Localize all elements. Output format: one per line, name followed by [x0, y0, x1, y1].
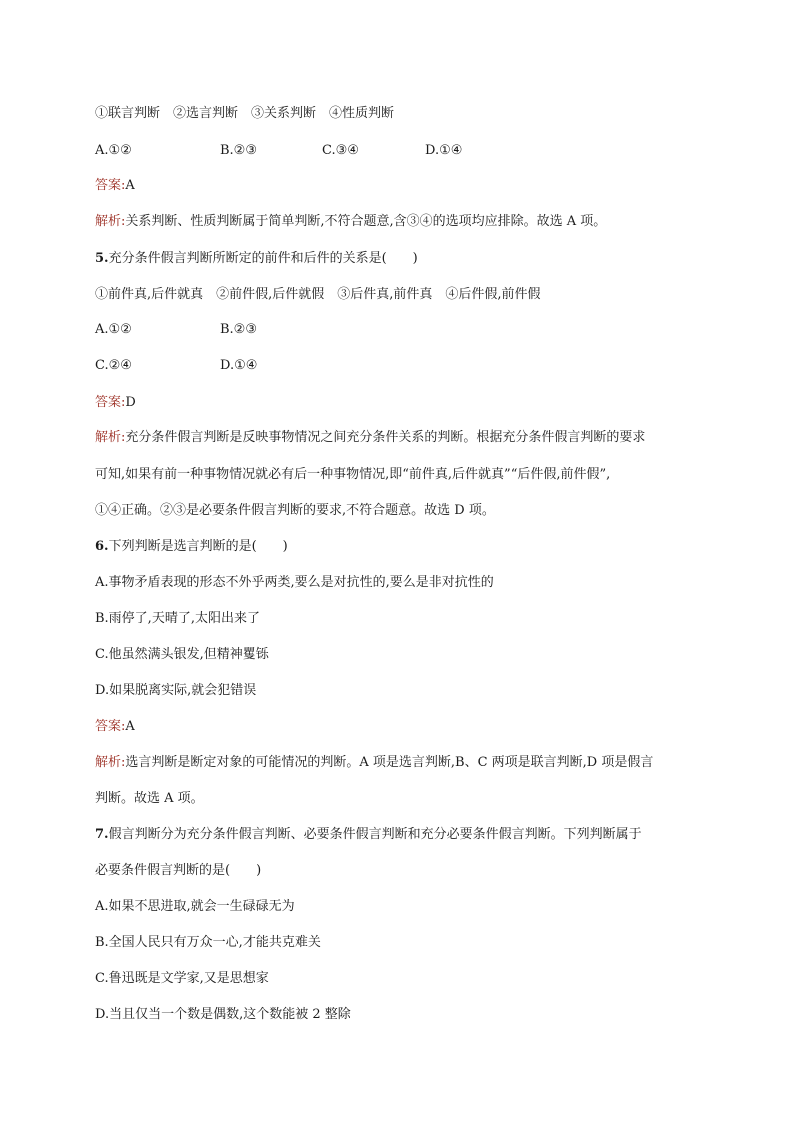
answer-value: A	[125, 178, 135, 193]
question-stem: 充分条件假言判断所断定的前件和后件的关系是( )	[108, 251, 418, 266]
q6-analysis-line-1	[95, 754, 653, 772]
q6-analysis-line-2: 判断。故选 A 项。	[95, 791, 204, 806]
q7-option-b: B.全国人民只有万众一心,才能共克难关	[95, 935, 321, 950]
q4-option-a: A.①②	[95, 143, 132, 158]
q5-option-a: A.①②	[95, 322, 132, 337]
q5-analysis-line-3: ①④正确。②③是必要条件假言判断的要求,不符合题意。故选 D 项。	[95, 503, 495, 518]
q5-option-b: B.②③	[220, 322, 257, 337]
analysis-label: 解析:	[95, 755, 126, 770]
q4-option-b: B.②③	[220, 143, 257, 158]
q5-stem	[95, 250, 418, 268]
analysis-text: 选言判断是断定对象的可能情况的判断。A 项是选言判断,B、C 两项是联言判断,D 项是假言	[125, 755, 654, 770]
q6-option-a: A.事物矛盾表现的形态不外乎两类,要么是对抗性的,要么是非对抗性的	[95, 575, 494, 590]
answer-label: 答案:	[95, 719, 126, 734]
analysis-text: 充分条件假言判断是反映事物情况之间充分条件关系的判断。根据充分条件假言判断的要求	[125, 430, 646, 445]
question-number: 5.	[95, 251, 109, 266]
q7-stem-line-2: 必要条件假言判断的是( )	[95, 863, 262, 878]
answer-label: 答案:	[95, 395, 126, 410]
q4-option-c: C.③④	[322, 143, 359, 158]
q4-answer	[95, 177, 135, 195]
answer-value: A	[125, 719, 135, 734]
q7-option-d: D.当且仅当一个数是偶数,这个数能被 2 整除	[95, 1007, 351, 1022]
q4-items: ①联言判断 ②选言判断 ③关系判断 ④性质判断	[95, 106, 395, 121]
question-number: 6.	[95, 539, 109, 554]
q5-option-d: D.①④	[220, 358, 258, 373]
analysis-label: 解析:	[95, 214, 126, 229]
q7-option-c: C.鲁迅既是文学家,又是思想家	[95, 971, 269, 986]
q5-items: ①前件真,后件就真 ②前件假,后件就假 ③后件真,前件真 ④后件假,前件假	[95, 287, 541, 302]
q7-stem-line-1	[95, 826, 642, 844]
question-number: 7.	[95, 827, 109, 842]
q4-option-d: D.①④	[425, 143, 463, 158]
q5-option-c: C.②④	[95, 358, 132, 373]
q4-analysis	[95, 213, 606, 231]
q5-answer	[95, 394, 136, 412]
question-stem: 假言判断分为充分条件假言判断、必要条件假言判断和充分必要条件假言判断。下列判断属于	[108, 827, 642, 842]
q6-option-c: C.他虽然满头银发,但精神矍铄	[95, 647, 269, 662]
q6-answer	[95, 718, 135, 736]
answer-value: D	[125, 395, 136, 410]
q6-option-b: B.雨停了,天晴了,太阳出来了	[95, 611, 260, 626]
analysis-label: 解析:	[95, 430, 126, 445]
q5-analysis-line-1	[95, 429, 645, 447]
q6-option-d: D.如果脱离实际,就会犯错误	[95, 683, 257, 698]
question-stem: 下列判断是选言判断的是( )	[108, 539, 288, 554]
answer-label: 答案:	[95, 178, 126, 193]
q7-option-a: A.如果不思进取,就会一生碌碌无为	[95, 899, 295, 914]
analysis-text: 关系判断、性质判断属于简单判断,不符合题意,含③④的选项均应排除。故选 A 项。	[125, 214, 607, 229]
q6-stem	[95, 538, 288, 556]
q5-analysis-line-2: 可知,如果有前一种事物情况就必有后一种事物情况,即“前件真,后件就真”“后件假,前件假”,	[95, 467, 611, 482]
